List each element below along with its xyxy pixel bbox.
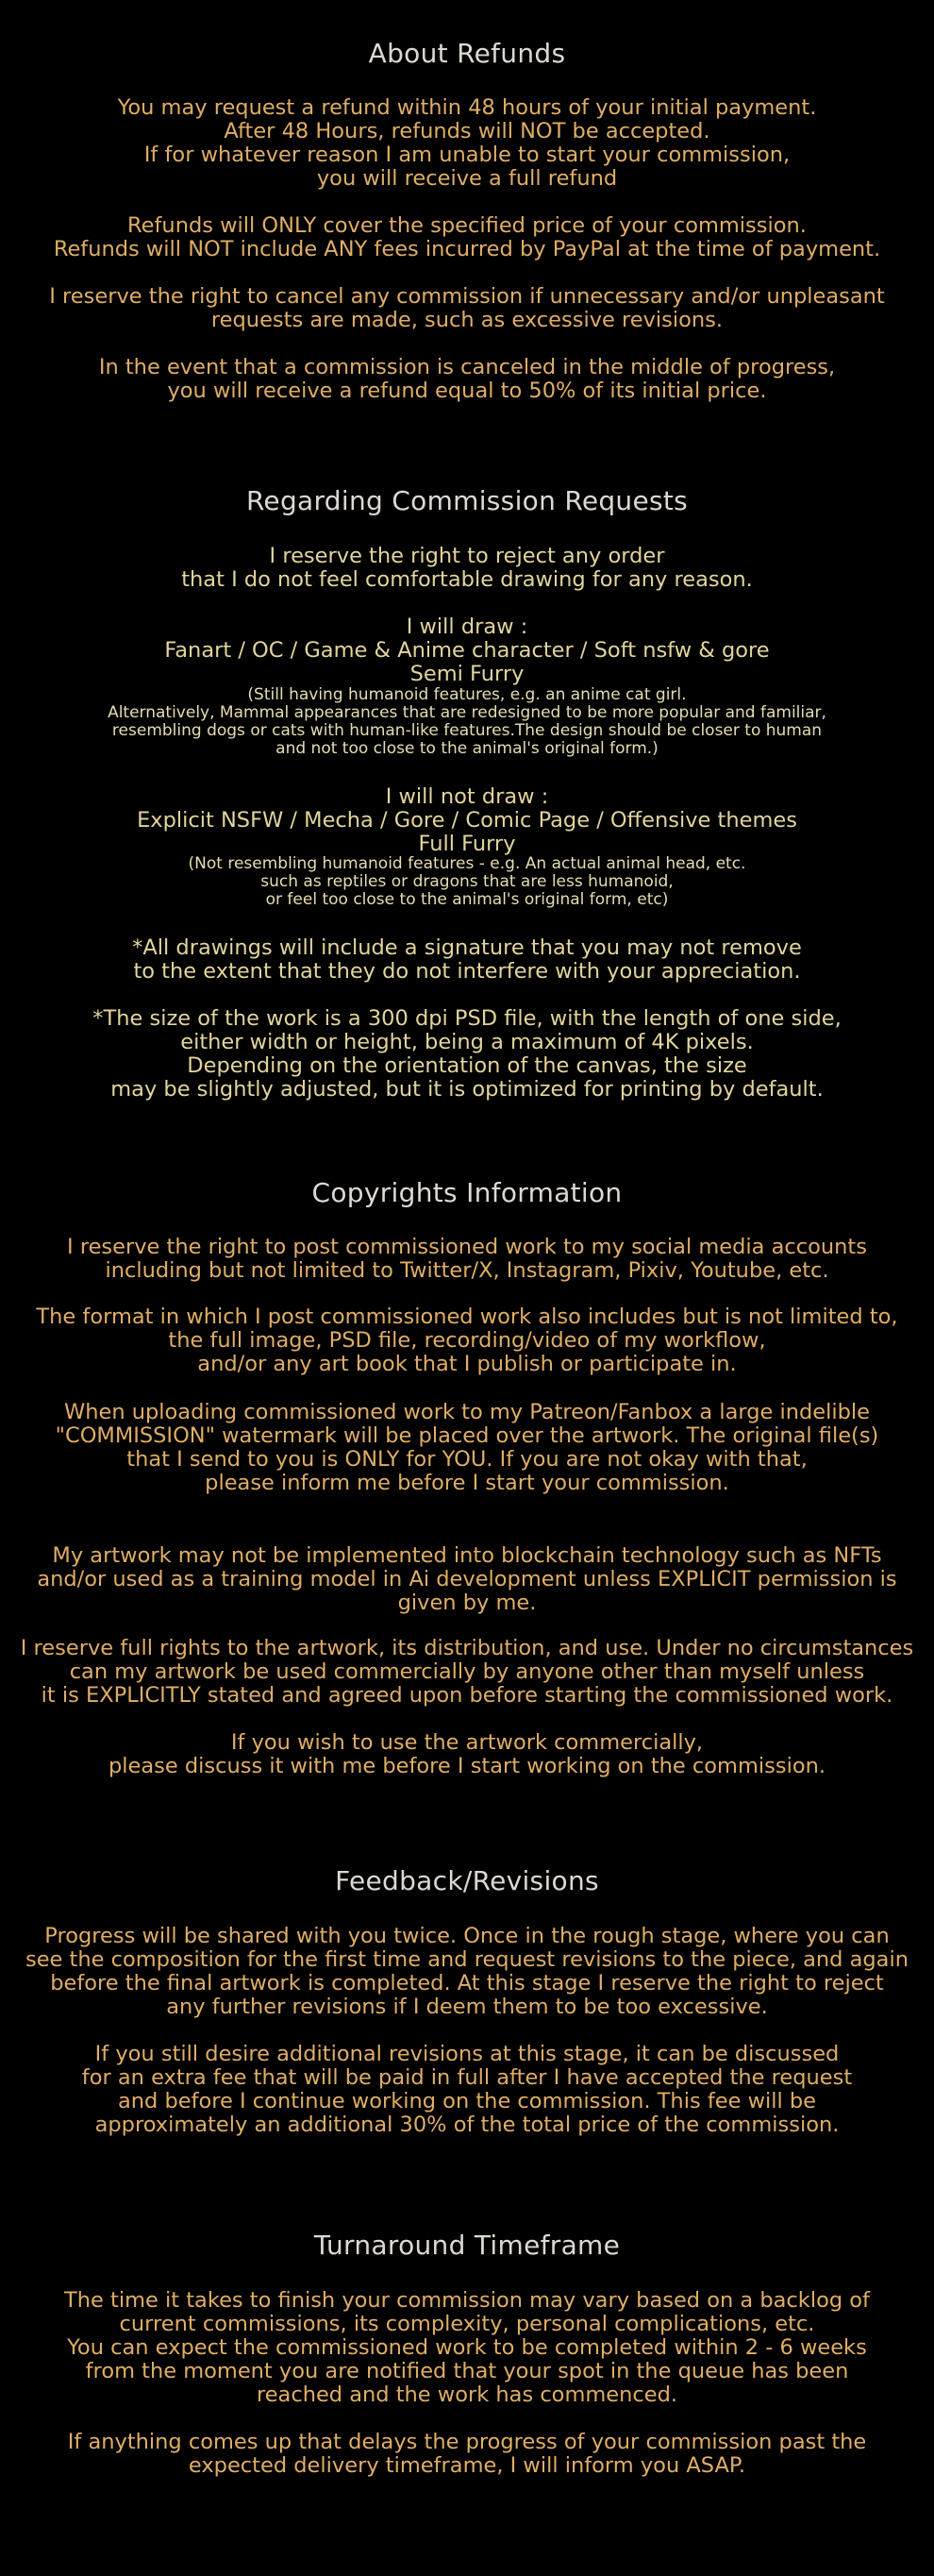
refunds-paragraph-3: I reserve the right to cancel any commission if unnecessary and/or unpleasant requests are made, such as excessive revisions. [49, 284, 885, 332]
copyrights-paragraph-2: The format in which I post commissioned work also includes but is not limited to, the full image, PSD file, recording/video of my workflow, and/or any art book that I publish or participate in. [36, 1305, 898, 1376]
will-not-draw-list: I will not draw : Explicit NSFW / Mecha / Gore / Comic Page / Offensive themes Full Furry [137, 784, 797, 856]
copyrights-paragraph-4: My artwork may not be implemented into blockchain technology such as NFTs and/or used as a training model in Ai development unless EXPLICIT permission is given by me. [37, 1543, 897, 1615]
copyrights-paragraph-1: I reserve the right to post commissioned work to my social media accounts including but not limited to Twitter/X, Instagram, Pixiv, Youtube, etc. [67, 1235, 867, 1283]
feedback-paragraph-1: Progress will be shared with you twice. Once in the rough stage, where you can see the composition for the first time and request revisions to the piece, and again before the final artwork is completed. At this stage I reserve the right to reject any further revisions if I deem them to be too excessive. [25, 1924, 909, 2019]
refunds-paragraph-1: You may request a refund within 48 hours of your initial payment. After 48 Hours, refunds will NOT be accepted. If for whatever reason I am unable to start your commission, you will receive a full refund [117, 95, 817, 191]
refunds-paragraph-4: In the event that a commission is canceled in the middle of progress, you will receive a refund equal to 50% of its initial price. [98, 355, 836, 403]
requests-paragraph-1: I reserve the right to reject any order that I do not feel comfortable drawing for any reason. [181, 544, 753, 592]
file-size-notice: *The size of the work is a 300 dpi PSD file, with the length of one side, either width or height, being a maximum of 4K pixels. Depending on the orientation of the canvas, the size may be slightly adjusted, but it is optimized for printing by default. [92, 1006, 842, 1102]
will-draw-list: I will draw : Fanart / OC / Game & Anime character / Soft nsfw & gore Semi Furry [164, 615, 770, 686]
requests-title: Regarding Commission Requests [245, 485, 689, 516]
copyrights-paragraph-3: When uploading commissioned work to my Patreon/Fanbox a large indelible "COMMISSION" watermark will be placed over the artwork. The original file(s) that I send to you is ONLY for YOU. If you are not okay with that, please inform me before I start your commission. [55, 1400, 879, 1495]
will-draw-note: (Still having humanoid features, e.g. an anime cat girl. Alternatively, Mammal appearances that are redesigned to be more popular and familiar, resembling dogs or cats with human-like features.The design should be closer to human and not too close to the animal's original form.) [108, 685, 826, 758]
turnaround-title: Turnaround Timeframe [313, 2230, 621, 2261]
signature-notice: *All drawings will include a signature that you may not remove to the extent that they do not interfere with your appreciation. [132, 935, 802, 984]
will-not-draw-note: (Not resembling humanoid features - e.g. An actual animal head, etc. such as reptiles or dragons that are less humanoid, or feel too close to the animal's original form, etc) [188, 854, 746, 909]
feedback-paragraph-2: If you still desire additional revisions at this stage, it can be discussed for an extra fee that will be paid in full after I have accepted the request and before I continue working on the commission. This fee will be approximately an additional 30% of the total price of the commission. [81, 2042, 853, 2137]
turnaround-paragraph-2: If anything comes up that delays the progress of your commission past the expected delivery timeframe, I will inform you ASAP. [67, 2430, 867, 2478]
copyrights-paragraph-6: If you wish to use the artwork commercially, please discuss it with me before I start working on the commission. [108, 1730, 826, 1778]
turnaround-paragraph-1: The time it takes to finish your commission may vary based on a backlog of current commissions, its complexity, personal complications, etc. You can expect the commissioned work to be completed within 2 - 6 weeks from the moment you are notified that your spot in the queue has been reached and the work has commenced. [64, 2288, 870, 2407]
refunds-title: About Refunds [368, 38, 566, 69]
copyrights-paragraph-5: I reserve full rights to the artwork, its distribution, and use. Under no circumstances can my artwork be used commercially by anyone other than myself unless it is EXPLICITLY stated and agreed upon before starting the commissioned work. [20, 1636, 914, 1708]
feedback-title: Feedback/Revisions [335, 1865, 599, 1896]
copyrights-title: Copyrights Information [311, 1177, 623, 1208]
refunds-paragraph-2: Refunds will ONLY cover the specified price of your commission. Refunds will NOT include ANY fees incurred by PayPal at the time of payment. [53, 213, 881, 261]
